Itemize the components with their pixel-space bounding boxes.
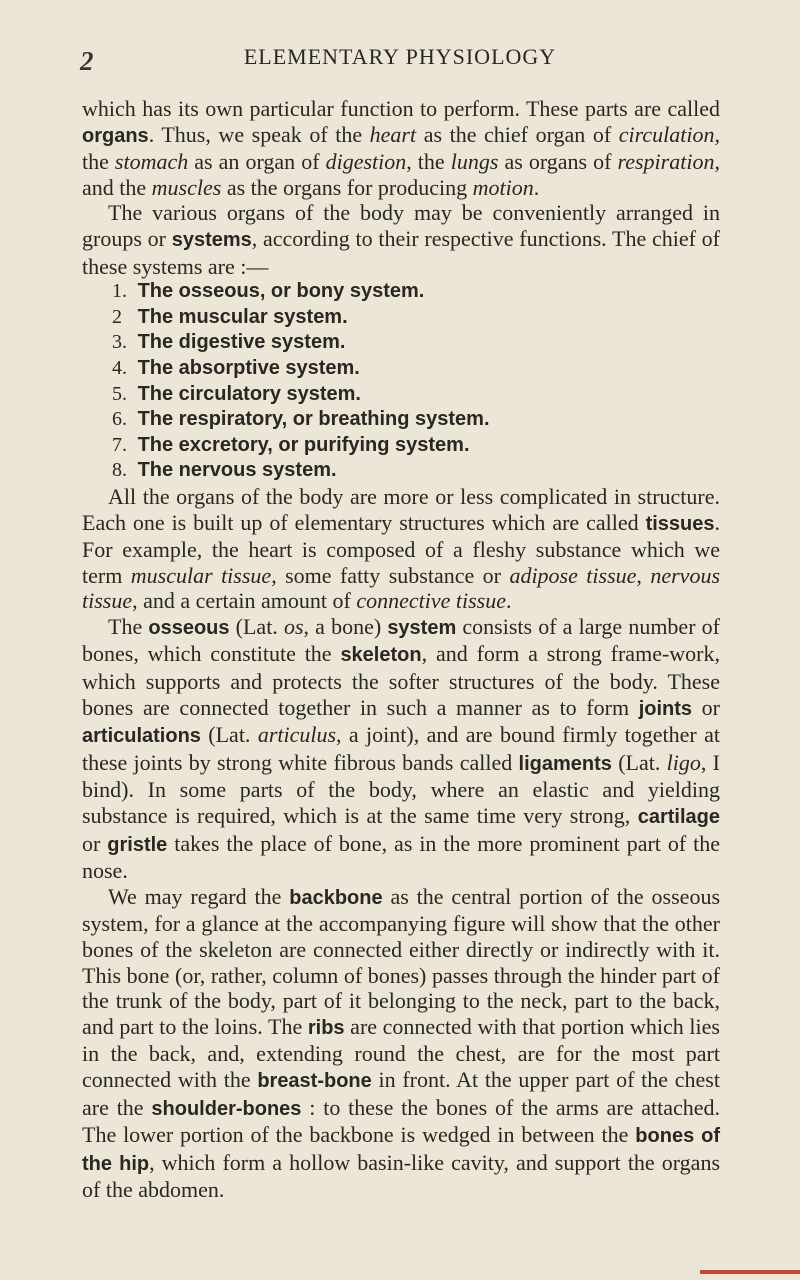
term-heart: heart bbox=[369, 121, 417, 147]
term-os: os bbox=[283, 613, 304, 639]
term-skeleton: skeleton bbox=[340, 644, 422, 667]
list-item: 8. The nervous system. bbox=[112, 459, 337, 482]
list-item: 6. The respiratory, or breathing system. bbox=[112, 408, 490, 431]
list-item: 5. The circulatory system. bbox=[112, 382, 361, 405]
list-item: 2 The muscular system. bbox=[112, 305, 348, 328]
term-adipose-tissue: adipose tissue bbox=[509, 562, 637, 588]
term-respiration: respiration bbox=[617, 149, 715, 175]
term-circulation: circulation bbox=[618, 121, 715, 147]
page-body bbox=[82, 96, 720, 1203]
term-ligaments: ligaments bbox=[518, 752, 612, 775]
term-muscular-tissue: muscular tissue bbox=[130, 562, 272, 588]
term-lungs: lungs bbox=[450, 149, 499, 175]
term-ligo: ligo bbox=[666, 749, 701, 775]
term-joints: joints bbox=[638, 697, 693, 720]
term-articulus: articulus bbox=[257, 722, 337, 748]
paragraph-osseous: The osseous (Lat. os, a bone) system consists of a large number of bones, which constitute the skeleton, and form a strong frame-work, which supports and protects the softer structures of the body. These bones are connected together in such a manner as to form joints or articulations (Lat. articulus, a joint), and are bound firmly together at these joints by strong white fibrous bands called ligaments (Lat. ligo, I bind). In some parts of the body, where an elastic and yielding substance is required, which is at the same time very strong, cartilage or gristle takes the place of bone, as in the more prominent part of the nose. bbox=[82, 613, 721, 884]
list-item: 1. The osseous, or bony system. bbox=[112, 280, 425, 303]
term-digestion: digestion bbox=[325, 149, 407, 175]
page-number: 2 bbox=[80, 46, 94, 76]
term-ribs: ribs bbox=[307, 1016, 345, 1039]
term-muscles: muscles bbox=[151, 174, 222, 200]
term-organs: organs bbox=[82, 124, 149, 147]
term-articulations: articulations bbox=[82, 725, 201, 748]
term-backbone: backbone bbox=[289, 886, 383, 909]
paragraph-tissues: All the organs of the body are more or less complicated in structure. Each one is built up of elementary structures which are called tissues. For example, the heart is composed of a fleshy substance which we term muscular tissue, some fatty substance or adipose tissue, nervous tissue, and a certain amount of connective tissue. bbox=[82, 483, 721, 614]
term-bones-of-the-hip: bones of the hip bbox=[82, 1125, 720, 1175]
running-head: ELEMENTARY PHYSIOLOGY bbox=[243, 44, 557, 69]
bottom-edge-rule bbox=[700, 1270, 800, 1274]
paragraph-backbone: We may regard the backbone as the central portion of the osseous system, for a glance at the accompanying figure will show that the other bones of the skeleton are connected either directly or indirectly with it. This bone (or, rather, column of bones) passes through the hinder part of the trunk of the body, part of it belonging to the neck, part to the back, and part to the loins. The ribs are connected with that portion which lies in the back, and, extending round the chest, are for the most part connected with the breast-bone in front. At the upper part of the chest are the shoulder-bones : to these the bones of the arms are attached. The lower portion of the backbone is wedged in between the bones of the hip, which form a hollow basin-like cavity, and support the organs of the abdomen. bbox=[82, 883, 721, 1203]
paragraph-systems-intro: The various organs of the body may be conveniently arranged in groups or systems, according to their respective functions. The chief of these systems are :— bbox=[82, 200, 720, 279]
term-motion: motion bbox=[472, 174, 534, 200]
term-system: system bbox=[387, 616, 457, 639]
term-osseous: osseous bbox=[148, 616, 230, 639]
term-breast-bone: breast-bone bbox=[257, 1069, 372, 1092]
systems-list bbox=[82, 279, 720, 484]
list-item: 7. The excretory, or purifying system. bbox=[112, 433, 470, 456]
term-tissues: tissues bbox=[645, 512, 715, 535]
term-connective-tissue: connective tissue bbox=[356, 588, 506, 614]
paragraph-organs: which has its own particular function to perform. These parts are called organs. Thus, we speak of the heart as the chief organ of circulation, the stomach as an organ of digestion, the lungs as organs of respiration, and the muscles as the organs for producing motion. bbox=[82, 96, 720, 200]
term-shoulder-bones: shoulder-bones bbox=[151, 1097, 302, 1120]
term-gristle: gristle bbox=[107, 833, 168, 856]
list-item: 3. The digestive system. bbox=[112, 331, 346, 354]
term-cartilage: cartilage bbox=[637, 806, 720, 829]
list-item: 4. The absorptive system. bbox=[112, 356, 360, 379]
term-nervous-tissue: nervous tissue bbox=[82, 562, 721, 614]
term-systems: systems bbox=[171, 228, 252, 251]
term-stomach: stomach bbox=[114, 149, 189, 175]
